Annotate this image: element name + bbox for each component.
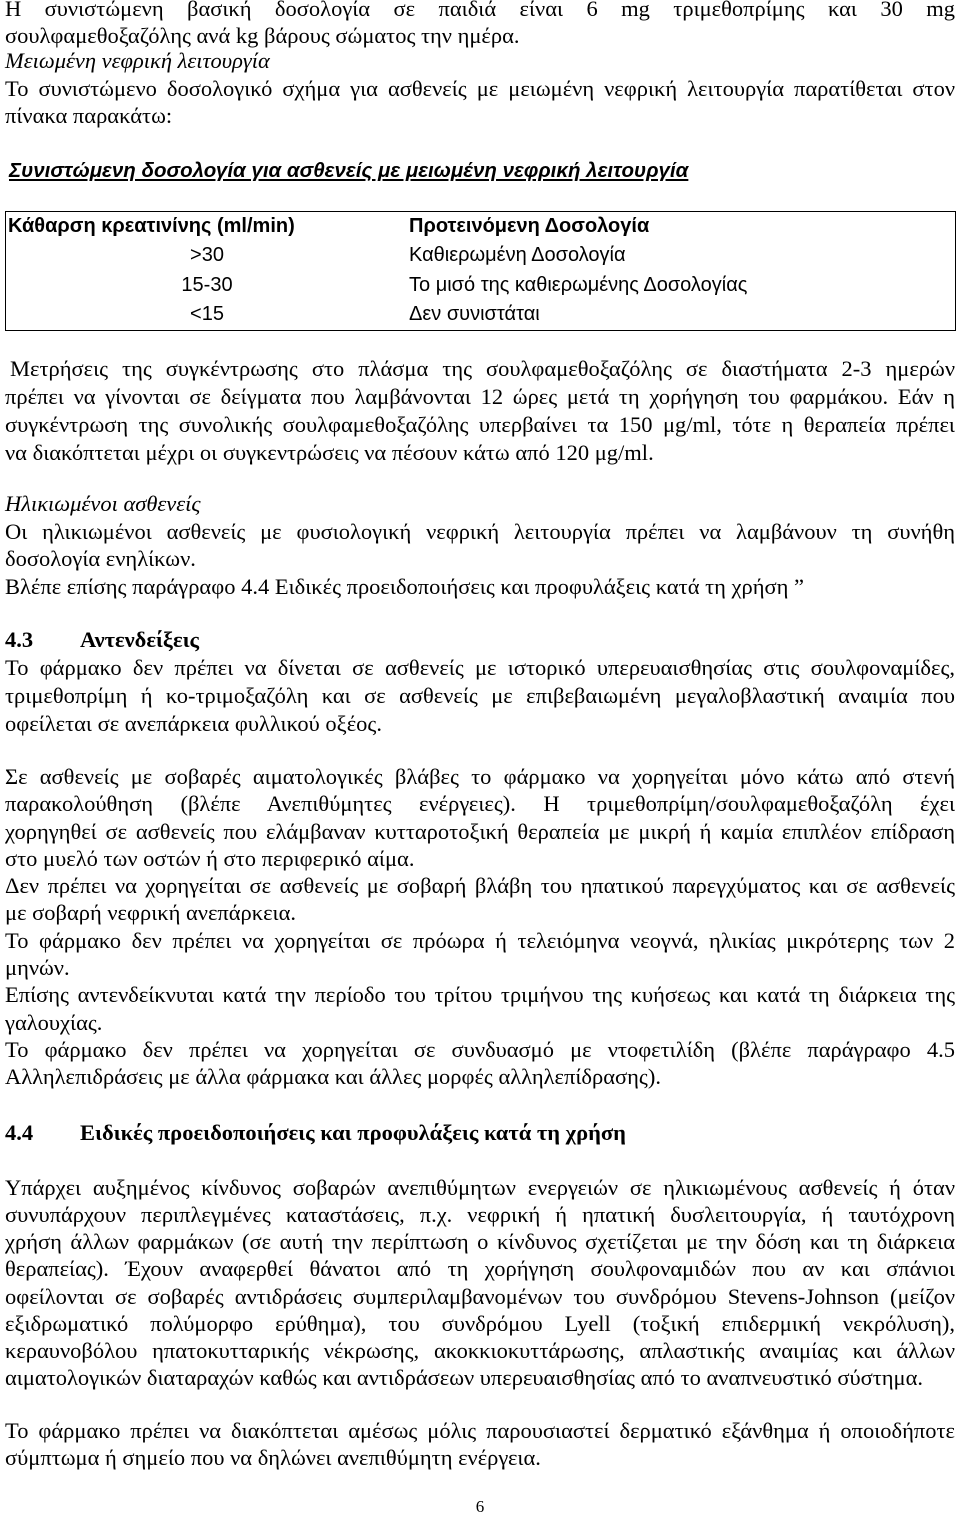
table-header-cell: Κάθαρση κρεατινίνης (ml/min) bbox=[8, 215, 295, 237]
text-line: χρήση άλλων φαρμάκων (σε αυτή την περίπτωση ο κίνδυνος σχετίζεται με την δόση και τη διάρκεια bbox=[5, 1229, 955, 1255]
text-line: σύμπτωμα ή σημείο που να δηλώνει ανεπιθύμητη ενέργεια. bbox=[5, 1445, 541, 1471]
table-cell: <15 bbox=[190, 303, 224, 326]
text-line: Το συνιστώμενο δοσολογικό σχήμα για ασθενείς με μειωμένη νεφρική λειτουργία παρατίθεται στον bbox=[5, 75, 955, 101]
text-line: θεραπείας). Έχουν αναφερθεί θάνατοι από τη χορήγηση σουλφοναμιδών που αν και σπάνιοι bbox=[5, 1256, 955, 1282]
section-contraindications bbox=[5, 626, 955, 738]
renal-dosage-table bbox=[5, 211, 956, 331]
text-line: με σοβαρή νεφρική ανεπάρκεια. bbox=[5, 900, 297, 926]
text-line: συνυπάρχουν περιπλεγμένες καταστάσεις, π.χ. νεφρική ή ηπατική δυσλειτουργία, ή ταυτόχρονη bbox=[5, 1202, 955, 1228]
text-line: Η συνιστώμενη βασική δοσολογία σε παιδιά είναι 6 mg τριμεθοπρίμης και 30 mg bbox=[5, 0, 955, 21]
text-line: οφείλονται σε σοβαρές αντιδράσεις συμπεριλαμβανομένων του συνδρόμου Stevens-Johnson (μείζον bbox=[5, 1283, 955, 1309]
section-title: Αντενδείξεις bbox=[80, 627, 200, 652]
paragraph-pediatric-dose bbox=[5, 0, 955, 49]
paragraph-renal-impairment bbox=[5, 47, 955, 130]
text-line: σουλφαμεθοξαζόλης ανά kg βάρους σώματος την ημέρα. bbox=[5, 23, 520, 49]
text-line: Βλέπε επίσης παράγραφο 4.4 Ειδικές προειδοποιήσεις και προφυλάξεις κατά τη χρήση ” bbox=[5, 574, 805, 600]
text-line: εξιδρωματικό πολύμορφο ερύθημα), του συνδρόμου Lyell (τοξική επιδερμική νεκρόλυση), bbox=[5, 1310, 955, 1336]
table-header-cell: Προτεινόμενη Δοσολογία bbox=[409, 215, 650, 237]
text-line: Αλληλεπιδράσεις με άλλα φάρμακα και άλλες μορφές αλληλεπίδρασης). bbox=[5, 1064, 661, 1090]
subsection-title: Μειωμένη νεφρική λειτουργία bbox=[5, 48, 270, 73]
section-heading bbox=[5, 626, 955, 654]
subsection-title: Ηλικιωμένοι ασθενείς bbox=[5, 491, 201, 516]
table-cell: Καθιερωμένη Δοσολογία bbox=[409, 244, 626, 267]
paragraph-plasma-monitoring bbox=[5, 355, 955, 467]
text-line: Υπάρχει αυξημένος κίνδυνος σοβαρών ανεπιθύμητων ενεργειών σε ηλικιωμένους ασθενείς ή όταν bbox=[5, 1175, 955, 1200]
table-row bbox=[6, 241, 955, 270]
text-line: γαλουχίας. bbox=[5, 1009, 103, 1035]
text-line: Σε ασθενείς με σοβαρές αιματολογικές βλάβες το φάρμακο να χορηγείται μόνο κάτω από στενή bbox=[5, 764, 955, 789]
table-header-row bbox=[6, 212, 955, 241]
section-warnings-heading-block bbox=[5, 1119, 955, 1146]
page-number: 6 bbox=[475, 1497, 485, 1516]
section-number: 4.3 bbox=[5, 627, 34, 652]
text-line: χορηγηθεί σε ασθενείς που ελάμβαναν κυτταροτοξική θεραπεία με μικρή ή καμία επιπλέον επίδραση bbox=[5, 818, 955, 844]
table-cell: >30 bbox=[190, 244, 224, 267]
text-line: αιματολογικών διαταραχών καθώς και αντιδράσεων υπερευαισθησίας από το αναπνευστικό σύστημα. bbox=[5, 1364, 924, 1390]
table-row bbox=[6, 271, 955, 300]
text-line: παρακολούθηση (βλέπε Ανεπιθύμητες ενέργειες). Η τριμεθοπρίμη/σουλφαμεθοξαζόλη έχει bbox=[5, 791, 955, 817]
text-line: Το φάρμακο δεν πρέπει να χορηγείται σε συνδυασμό με ντοφετιλίδη (βλέπε παράγραφο 4.5 bbox=[5, 1036, 955, 1062]
text-line: Το φάρμακο δεν πρέπει να δίνεται σε ασθενείς με ιστορικό υπερευαισθησίας στις σουλφοναμίδες, bbox=[5, 655, 955, 680]
table-row bbox=[6, 300, 955, 329]
paragraph-discontinuation bbox=[5, 1417, 955, 1471]
text-line: Οι ηλικιωμένοι ασθενείς με φυσιολογική νεφρική λειτουργία πρέπει να λαμβάνουν τη συνήθη bbox=[5, 518, 955, 544]
text-line: Το φάρμακο πρέπει να διακόπτεται αμέσως μόλις παρουσιαστεί δερματικό εξάνθημα ή οποιοδήποτε bbox=[5, 1418, 955, 1443]
text-line: πίνακα παρακάτω: bbox=[5, 103, 173, 128]
paragraph-warnings bbox=[5, 1174, 955, 1391]
text-line: οφείλεται σε ανεπάρκεια φυλλικού οξέος. bbox=[5, 711, 382, 736]
section-heading bbox=[5, 1119, 955, 1146]
text-line: Το φάρμακο δεν πρέπει να χορηγείται σε πρόωρα ή τελειόμηνα νεογνά, ηλικίας μικρότερης των 2 bbox=[5, 927, 955, 953]
paragraph-elderly bbox=[5, 490, 955, 601]
text-line: πρέπει να γίνονται σε δείγματα που λαμβάνονται 12 ώρες μετά τη χορήγηση του φαρμάκου. Εάν η bbox=[5, 384, 955, 409]
text-line: συγκέντρωση της συνολικής σουλφαμεθοξαζόλης υπερβαίνει τα 150 μg/ml, τότε η θεραπεία πρέπει bbox=[5, 412, 955, 437]
section-number: 4.4 bbox=[5, 1120, 34, 1145]
section-title: Ειδικές προειδοποιήσεις και προφυλάξεις κατά τη χρήση bbox=[80, 1120, 626, 1145]
table-cell: 15-30 bbox=[181, 273, 233, 296]
table-caption bbox=[5, 159, 955, 183]
text-line: μηνών. bbox=[5, 955, 70, 981]
text-line: στο μυελό των οστών ή στο περιφερικό αίμα. bbox=[5, 845, 415, 871]
paragraph-contraindications-details bbox=[5, 763, 955, 1091]
text-line: τριμεθοπρίμη ή κο-τριμοξαζόλη και σε ασθενείς με επιβεβαιωμένη μεγαλοβλαστική αναιμία που bbox=[5, 683, 955, 708]
text-line: να διακόπτεται μέχρι οι συγκεντρώσεις να πέσουν κάτω από 120 μg/ml. bbox=[5, 440, 654, 465]
table-cell: Δεν συνιστάται bbox=[409, 303, 540, 326]
text-line: Μετρήσεις της συγκέντρωσης στο πλάσμα της σουλφαμεθοξαζόλης σε διαστήματα 2-3 ημερών bbox=[10, 356, 955, 381]
table-caption-text: Συνιστώμενη δοσολογία για ασθενείς με μειωμένη νεφρική λειτουργία bbox=[9, 159, 689, 182]
text-line: Δεν πρέπει να χορηγείται σε ασθενείς με σοβαρή βλάβη του ηπατικού παρεγχύματος και σε ασθενείς bbox=[5, 873, 955, 899]
text-line: δοσολογία ενηλίκων. bbox=[5, 546, 196, 572]
text-line: κεραυνοβόλου ηπατοκυτταρικής νέκρωσης, ακοκκιοκυττάρωσης, απλαστικής αναιμίας και άλλων bbox=[5, 1337, 955, 1363]
table-cell: Το μισό της καθιερωμένης Δοσολογίας bbox=[409, 273, 748, 296]
text-line: Επίσης αντενδείκνυται κατά την περίοδο του τρίτου τριμήνου της κυήσεως και κατά τη διάρκεια της bbox=[5, 982, 955, 1008]
